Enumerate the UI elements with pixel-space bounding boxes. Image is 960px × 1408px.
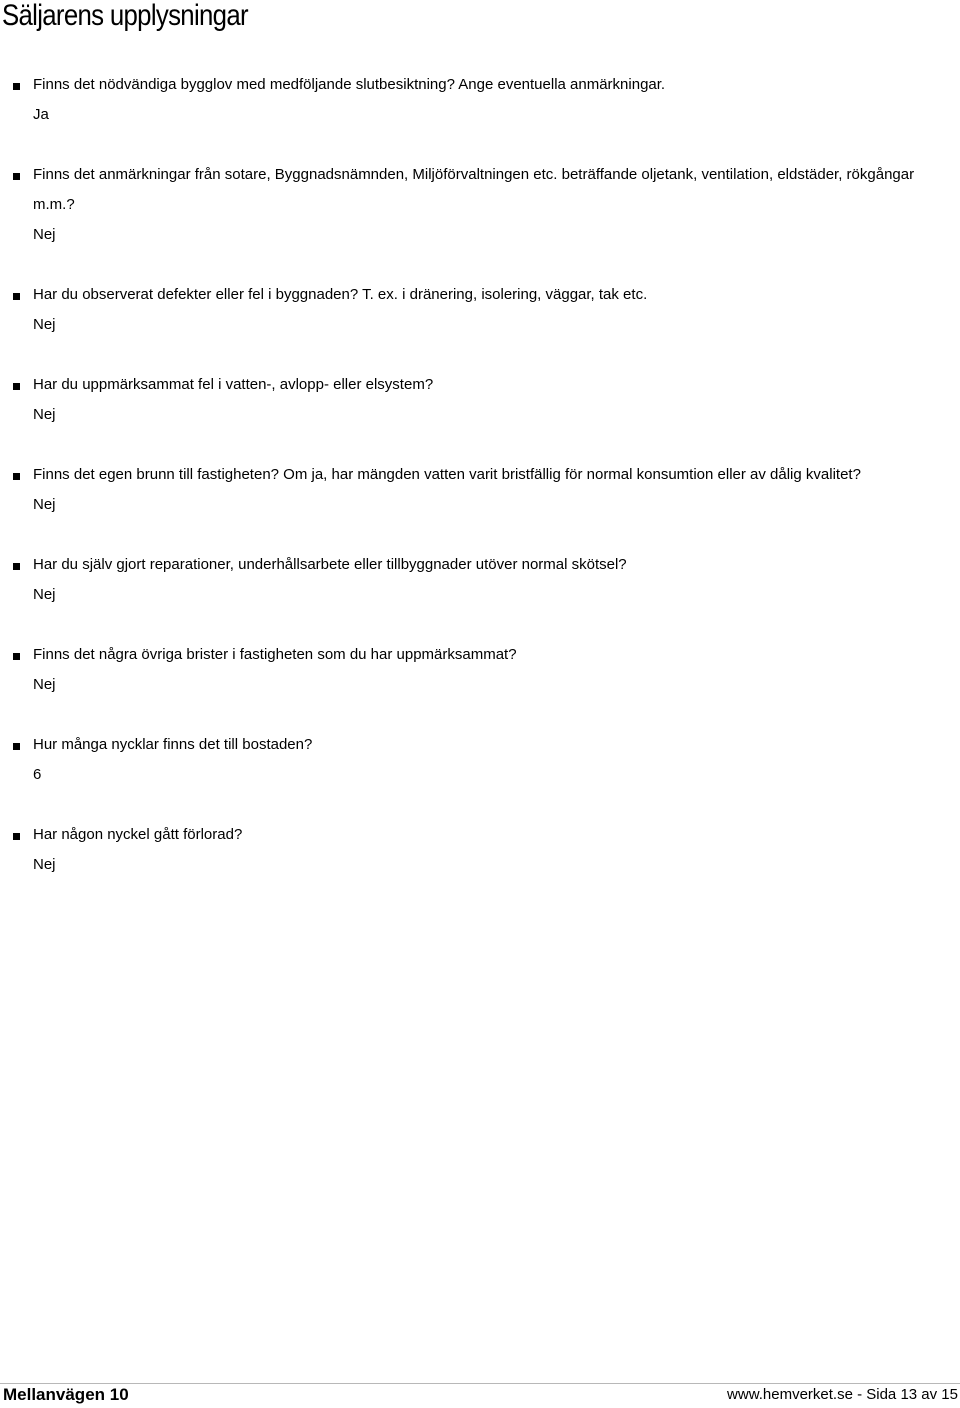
question-text: Finns det nödvändiga bygglov med medföljande slutbesiktning? Ange eventuella anmärkningar. xyxy=(33,76,666,93)
bullet-icon xyxy=(13,653,20,660)
footer-divider xyxy=(0,1383,960,1384)
bullet-icon xyxy=(13,83,20,90)
page-title: Säljarens upplysningar xyxy=(2,0,248,32)
list-item xyxy=(0,730,960,820)
list-item xyxy=(0,460,960,550)
bullet-icon xyxy=(13,563,20,570)
question-text: Finns det anmärkningar från sotare, Byggnadsnämnden, Miljöförvaltningen etc. beträffande oljetank, ventilation, eldstäder, rökgångar m.m.? xyxy=(33,166,915,213)
question-text: Hur många nycklar finns det till bostaden? xyxy=(33,736,313,753)
answer-text: Nej xyxy=(33,226,56,243)
list-item xyxy=(0,280,960,370)
list-item xyxy=(0,550,960,640)
answer-text: Nej xyxy=(33,586,56,603)
answer-text: Nej xyxy=(33,676,56,693)
bullet-icon xyxy=(13,293,20,300)
bullet-icon xyxy=(13,833,20,840)
bullet-icon xyxy=(13,473,20,480)
list-item xyxy=(0,640,960,730)
question-text: Finns det några övriga brister i fastigheten som du har uppmärksammat? xyxy=(33,646,517,663)
bullet-icon xyxy=(13,173,20,180)
question-text: Har du observerat defekter eller fel i byggnaden? T. ex. i dränering, isolering, väggar, tak etc. xyxy=(33,286,648,303)
question-list xyxy=(0,70,960,880)
footer-page-info: www.hemverket.se - Sida 13 av 15 xyxy=(727,1386,958,1403)
bullet-icon xyxy=(13,743,20,750)
answer-text: Nej xyxy=(33,406,56,423)
answer-text: Nej xyxy=(33,496,56,513)
question-text: Har någon nyckel gått förlorad? xyxy=(33,826,243,843)
list-item xyxy=(0,370,960,460)
answer-text: 6 xyxy=(33,766,42,783)
bullet-icon xyxy=(13,383,20,390)
question-text: Har du uppmärksammat fel i vatten-, avlopp- eller elsystem? xyxy=(33,376,434,393)
question-text: Finns det egen brunn till fastigheten? Om ja, har mängden vatten varit bristfällig för normal konsumtion eller av dålig kvalitet? xyxy=(33,466,861,483)
answer-text: Nej xyxy=(33,316,56,333)
answer-text: Nej xyxy=(33,856,56,873)
list-item xyxy=(0,820,960,880)
list-item xyxy=(0,70,960,160)
list-item xyxy=(0,160,960,280)
footer-address: Mellanvägen 10 xyxy=(3,1385,129,1404)
answer-text: Ja xyxy=(33,106,49,123)
question-text: Har du själv gjort reparationer, underhållsarbete eller tillbyggnader utöver normal skötsel? xyxy=(33,556,627,573)
